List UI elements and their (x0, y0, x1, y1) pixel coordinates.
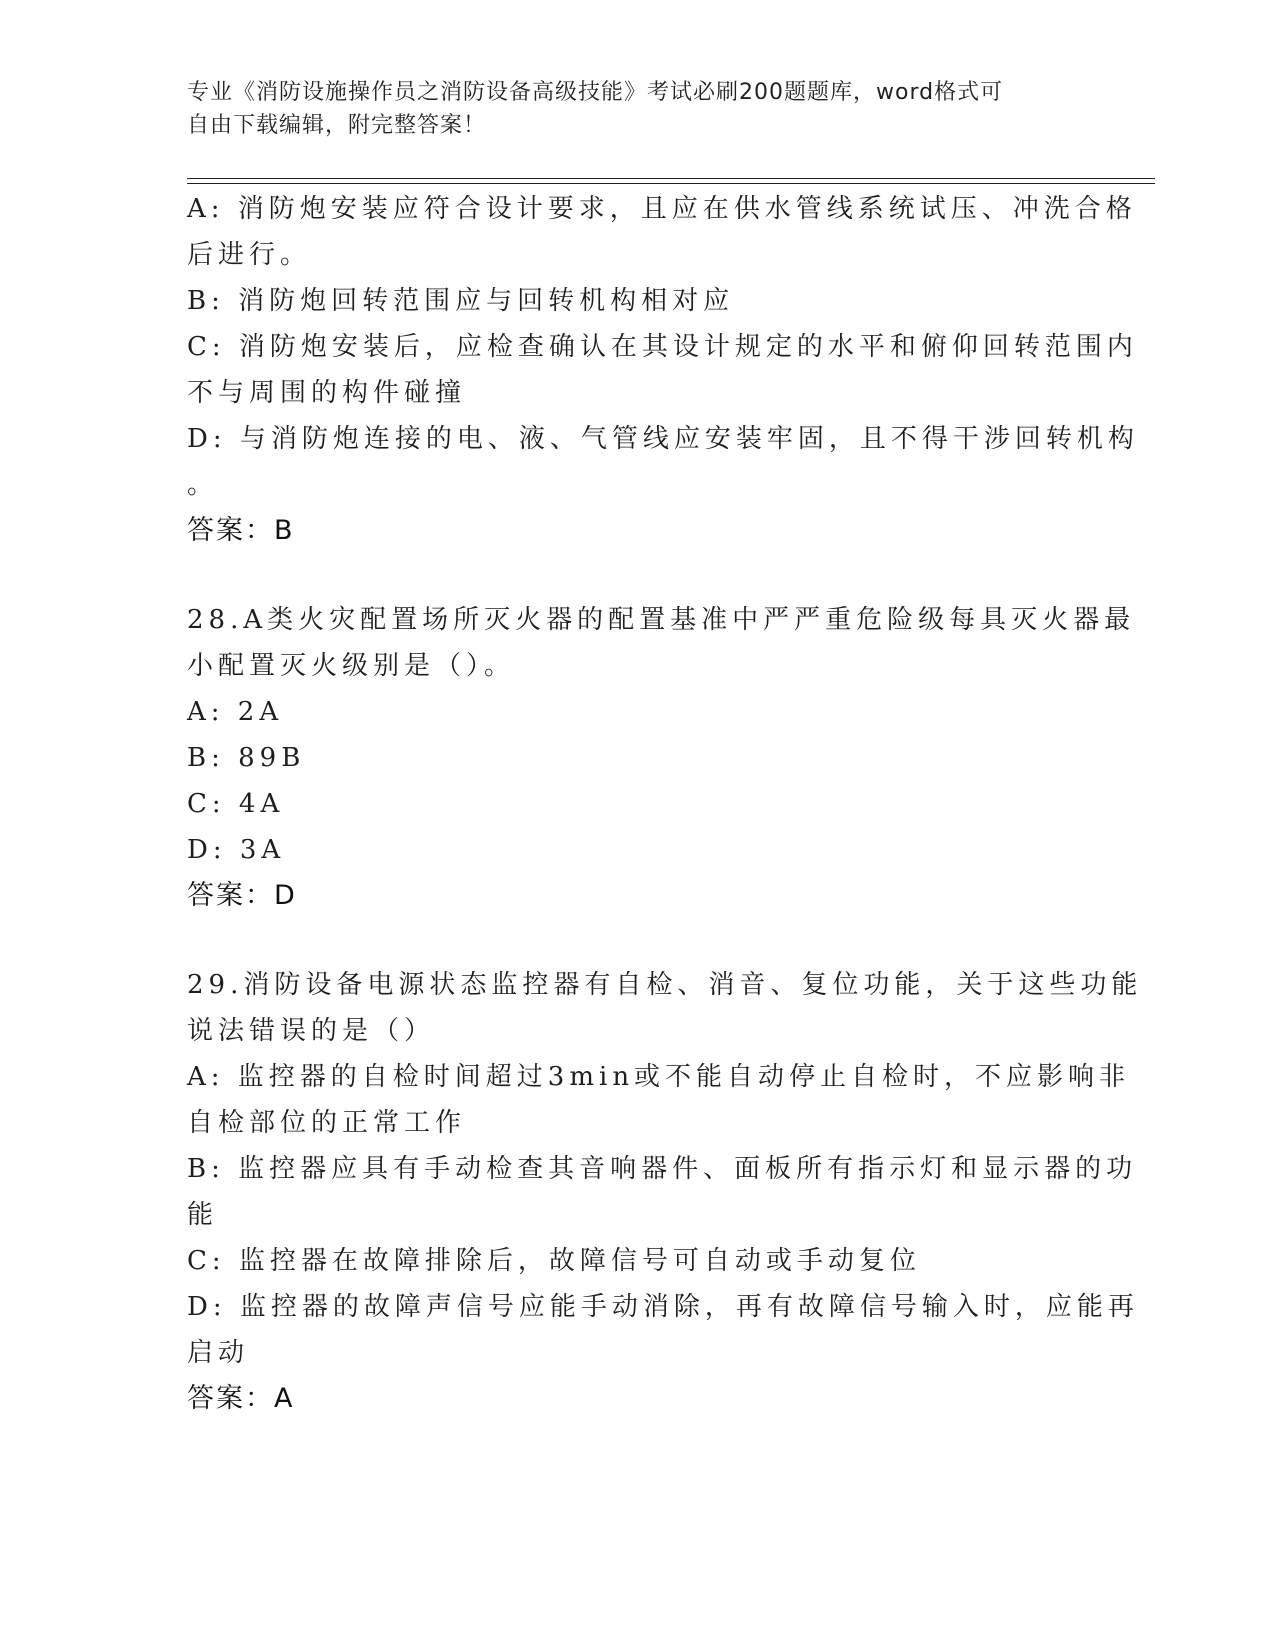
q27-answer: 答案：B (187, 515, 295, 546)
question-spacer (187, 919, 1077, 962)
q28-stem-line-2: 小配置灭火级别是（）。 (187, 651, 516, 681)
q28-option-d: D: 3A (187, 835, 286, 865)
q27-option-a-line-2: 后进行。 (187, 240, 312, 270)
document-header (187, 76, 1067, 142)
q28-answer: 答案：D (187, 880, 297, 911)
q27-option-c-line-2: 不与周围的构件碰撞 (187, 378, 467, 408)
q28-option-c: C: 4A (187, 789, 285, 819)
q29-option-d-line-2: 启动 (187, 1338, 250, 1368)
question-28 (187, 597, 1136, 919)
q27-option-c-line-1: C: 消防炮安装后，应检查确认在其设计规定的水平和俯仰回转范围内 (187, 332, 1138, 362)
header-title-line-1: 专业《消防设施操作员之消防设备高级技能》考试必刷200题题库，word格式可 (187, 80, 1004, 105)
header-rule-top (187, 178, 1155, 179)
q29-stem-line-2: 说法错误的是（） (187, 1016, 436, 1046)
q29-option-d-line-1: D: 监控器的故障声信号应能手动消除，再有故障信号输入时，应能再 (187, 1292, 1139, 1322)
document-body (187, 186, 1143, 1422)
q27-option-d-line-1: D: 与消防炮连接的电、液、气管线应安装牢固，且不得干涉回转机构 (187, 424, 1139, 454)
question-29 (187, 962, 1143, 1422)
q28-option-a: A: 2A (187, 697, 284, 727)
q29-option-c: C: 监控器在故障排除后，故障信号可自动或手动复位 (187, 1246, 921, 1276)
q29-option-b-line-2: 能 (187, 1200, 219, 1230)
q29-stem-line-1: 29.消防设备电源状态监控器有自检、消音、复位功能，关于这些功能 (187, 970, 1143, 1000)
q29-option-a-line-1: A: 监控器的自检时间超过3min或不能自动停止自检时，不应影响非 (187, 1062, 1131, 1092)
q29-option-b-line-1: B: 监控器应具有手动检查其音响器件、面板所有指示灯和显示器的功 (187, 1154, 1138, 1184)
q29-answer: 答案：A (187, 1383, 295, 1414)
q28-stem-line-1: 28.A类火灾配置场所灭火器的配置基准中严严重危险级每具灭火器最 (187, 605, 1136, 635)
question-spacer (187, 554, 1077, 597)
q29-option-a-line-2: 自检部位的正常工作 (187, 1108, 467, 1138)
q27-option-a-line-1: A: 消防炮安装应符合设计要求，且应在供水管线系统试压、冲洗合格 (187, 194, 1137, 224)
header-title-line-2: 自由下载编辑，附完整答案！ (187, 113, 487, 138)
q27-option-b: B: 消防炮回转范围应与回转机构相对应 (187, 286, 735, 316)
q27-option-d-line-2: 。 (187, 470, 219, 500)
question-27 (187, 186, 1139, 554)
q28-option-b: B: 89B (187, 743, 306, 773)
header-rule-bottom (187, 183, 1155, 184)
